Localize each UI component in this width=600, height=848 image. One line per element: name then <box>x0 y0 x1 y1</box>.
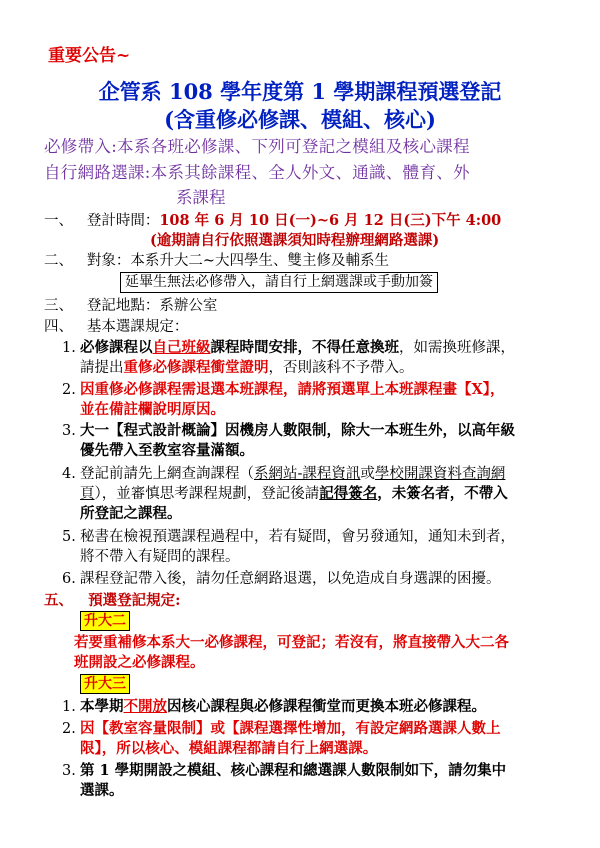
required-import-line: 必修帶入:本系各班必修課、下列可登記之模組及核心課程 <box>44 137 470 156</box>
deferred-graduate-note: 延畢生無法必修帶入，請自行上網選課或手動加簽 <box>120 272 438 293</box>
section-2 <box>44 251 389 271</box>
junior-rule-2-number: 2. <box>62 721 76 737</box>
self-online-line: 自行網路選課:本系其餘課程、全人外文、通識、體育、外 <box>44 163 470 182</box>
section-5-number: 五、 <box>44 592 73 609</box>
basic-rules-heading: 基本選課規定： <box>86 319 189 335</box>
rule-1-cont: 請提出重修必修課程衝堂證明，否則該科不予帶入。 <box>80 359 414 376</box>
junior-rule-3-cont: 選課。 <box>80 782 124 799</box>
dept-website-link[interactable]: 系網站-課程資訊 <box>254 466 361 482</box>
rule-6-number: 6. <box>62 571 76 587</box>
junior-rule-3-number: 3. <box>62 763 76 779</box>
rule-1-number: 1. <box>62 340 76 356</box>
document-title: 企管系 108 學年度第 1 學期課程預選登記 <box>98 79 502 104</box>
rule-2-cont: 並在備註欄說明原因。 <box>80 401 225 418</box>
section-1 <box>44 211 501 231</box>
section-5 <box>44 591 181 611</box>
section-2-number: 二、 <box>44 253 73 269</box>
preselection-rules-heading: 預選登記規定: <box>88 592 181 609</box>
conflict-proof-text: 重修必修課程衝堂證明 <box>123 359 269 376</box>
section-1-number: 一、 <box>44 213 73 229</box>
rule-6: 課程登記帶入後，請勿任意網路退選，以免造成自身選課的困擾。 <box>80 571 501 587</box>
document-subtitle: (含重修必修課、模組、核心) <box>164 107 436 132</box>
sophomore-rule: 若要重補修本系大一必修課程，可登記；若沒有，將直接帶入大二各 <box>74 634 509 651</box>
rule-1: 必修課程以自己班級課程時間安排，不得任意換班，如需換班修課， <box>80 339 515 356</box>
section-4-number: 四、 <box>44 319 73 335</box>
junior-rule-2: 因【教室容量限制】或【課程選擇性增加，有設定網路選課人數上 <box>80 720 501 737</box>
rule-2-number: 2. <box>62 382 76 398</box>
section-1-label: 登計時間： <box>86 213 160 229</box>
late-note: (逾期請自行依照選課須知時程辦理網路選課) <box>150 232 440 249</box>
remember-sign-text: 記得簽名 <box>319 485 378 502</box>
rule-4: 登記前請先上網查詢課程（系網站-課程資訊或學校開課資料查詢網 <box>80 466 506 482</box>
sophomore-tag: 升大二 <box>80 611 130 631</box>
rule-5: 秘書在檢視預選課程過程中，若有疑問，會另發通知，通知未到者， <box>80 529 515 545</box>
rule-3: 大一【程式設計概論】因機房人數限制，除大一本班生外，以高年級 <box>80 422 515 439</box>
registration-time: 108 年 6 月 10 日(一)~6 月 12 日(三)下午 4:00 <box>159 212 502 229</box>
junior-rule-2-cont: 限】，所以核心、模組課程都請自行上網選課。 <box>80 740 378 757</box>
registration-location: 登記地點：系辦公室 <box>86 298 218 314</box>
section-3-number: 三、 <box>44 298 73 314</box>
rule-4-number: 4. <box>62 466 76 482</box>
rule-3-number: 3. <box>62 423 76 439</box>
rule-5-cont: 將不帶入有疑問的課程。 <box>80 549 240 565</box>
junior-tag: 升大三 <box>80 674 130 694</box>
section-4 <box>44 317 188 337</box>
school-course-query-link[interactable]: 學校開課資料查詢網 <box>374 466 506 482</box>
junior-rule-1-number: 1. <box>62 699 76 715</box>
sophomore-rule-cont: 班開設之必修課程。 <box>74 654 205 671</box>
announcement-label: 重要公告~ <box>48 46 131 66</box>
section-3 <box>44 296 217 316</box>
junior-rule-3: 第 1 學期開設之模組、核心課程和總選課人數限制如下，請勿集中 <box>80 762 507 779</box>
rule-4-cont: 頁），並審慎思考課程規劃，登記後請記得簽名，未簽名者，不帶入 <box>80 485 508 502</box>
own-class-text: 自己班級 <box>152 339 211 356</box>
rule-2: 因重修必修課程需退選本班課程，請將預選單上本班課程畫【X】， <box>80 381 505 398</box>
target-audience: 對象：本系升大二~大四學生、雙主修及輔系生 <box>86 253 389 269</box>
self-online-line-cont: 系課程 <box>176 188 226 207</box>
rule-5-number: 5. <box>62 529 76 545</box>
junior-rule-1: 本學期不開放因核心課程與必修課程衝堂而更換本班必修課程。 <box>80 698 486 715</box>
not-open-text: 不開放 <box>123 698 167 715</box>
rule-4-cont2: 所登記之課程。 <box>80 505 182 522</box>
rule-3-cont: 優先帶入至教室容量滿額。 <box>80 442 254 459</box>
